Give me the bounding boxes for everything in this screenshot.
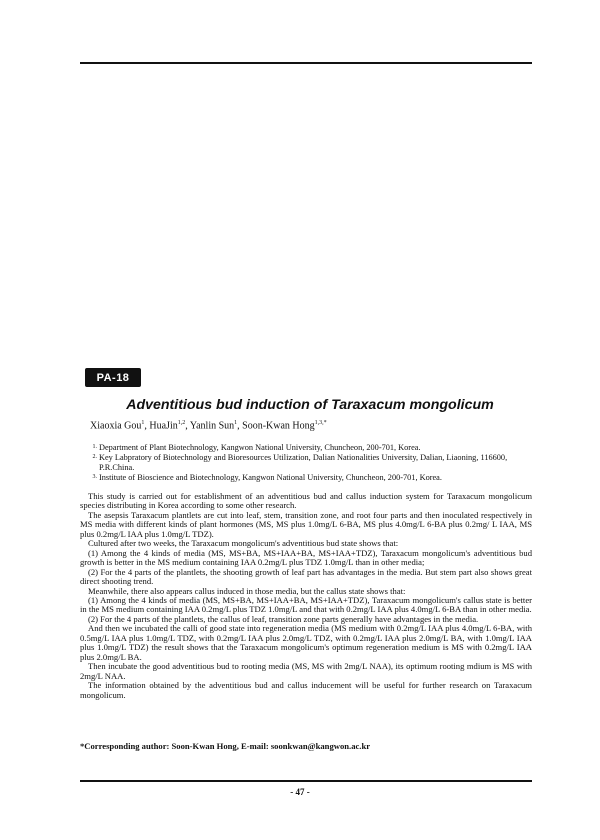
author-affil-mark: 1,2 — [177, 420, 186, 426]
session-badge: PA-18 — [85, 368, 141, 387]
affiliation-mark: 1. — [92, 444, 97, 450]
affiliation-item — [88, 443, 534, 453]
abstract-body — [80, 492, 532, 700]
affiliation-item — [88, 473, 534, 483]
body-paragraph: Meanwhile, there also appears callus induced in those media, but the callus state shows that: — [88, 585, 406, 596]
body-paragraph: And then we incubated the calli of good state into regeneration media (MS medium with 0.2mg/L IAA plus 4.0mg/L 6-BA, with 0.5mg/L IAA plus 1.0mg/L TDZ, with 0.2mg/L IAA plus 2.0mg/L TDZ, with 0.2mg/L IAA plus 2.0mg/L BA, with 1.0mg/L IAA plus 1.0mg/L TDZ) the result shows that the Taraxacum mongolicum's optimum regeneration medium is MS with 0.2mg/L IAA plus 2.0mg/L BA. — [80, 623, 532, 662]
paper-title: Adventitious bud induction of Taraxacum mongolicum — [126, 397, 494, 413]
body-paragraph: The asepsis Taraxacum plantlets are cut into leaf, stem, transition zone, and root four parts and then inoculated respectively in MS media with different kinds of plant hormones (MS, MS plus 1.0mg/L 6-BA, MS plus 4.0mg/L 6-BA plus 0.2mg/ L IAA, MS plus 0.2mg/L IAA plus 1.0mg/L TDZ). — [80, 509, 532, 539]
body-paragraph: (1) Among the 4 kinds of media (MS, MS+BA, MS+IAA+BA, MS+IAA+TDZ), Taraxacum mongolicum's callus state is better in the MS medium containing IAA 0.2mg/L plus TDZ 1.0mg/L and that with 0.2mg/L IAA plus 4.0mg/L 6-BA than in other media. — [80, 594, 532, 615]
top-rule — [80, 62, 532, 64]
affiliation-text: Key Labpratory of Biotechnology and Bioresources Utilization, Dalian Nationalities University, Dalian, Liaoning, 116600, P.R.China. — [99, 453, 508, 472]
affiliation-text: Department of Plant Biotechnology, Kangwon National University, Chuncheon, 200-701, Korea. — [99, 443, 421, 452]
author-affil-mark: 1 — [141, 420, 145, 426]
body-paragraph: Then incubate the good adventitious bud to rooting media (MS, MS with 2mg/L NAA), its optimum rooting mdium is MS with 2mg/L NAA. — [80, 661, 532, 681]
affiliation-mark: 3. — [92, 474, 97, 480]
body-paragraph: This study is carried out for establishment of an adventitious bud and callus induction system for Taraxacum mongolicum species distributing in Korea according to some other research. — [80, 491, 532, 511]
body-paragraph: (2) For the 4 parts of the plantlets, the shooting growth of leaf part has advantages in the media. But stem part also shows great direct shooting trend. — [80, 566, 532, 587]
author-name: Soon-Kwan Hong — [242, 420, 315, 432]
affiliation-item — [88, 453, 534, 473]
author-affil-mark: 1 — [234, 420, 238, 426]
author-name: HuaJin — [149, 420, 178, 432]
body-paragraph: (2) For the 4 parts of the plantlets, the callus of leaf, transition zone parts generally have advantages in the media. — [88, 613, 479, 624]
bottom-rule — [80, 780, 532, 782]
author-list: Xiaoxia Gou$^1$, HuaJin$^{1,2}$, Yanlin Sun$^1$, Soon-Kwan Hong$^{1,3,*}$ — [90, 420, 327, 432]
author-name: Xiaoxia Gou — [90, 420, 142, 432]
affiliation-list — [88, 443, 534, 483]
body-paragraph: Cultured after two weeks, the Taraxacum mongolicum's adventitious bud state shows that: — [88, 538, 399, 549]
page-number: - 47 - — [290, 787, 310, 797]
body-paragraph: (1) Among the 4 kinds of media (MS, MS+BA, MS+IAA+BA, MS+IAA+TDZ), Taraxacum mongolicum's adventitious bud growth is better in the MS medium containing IAA 0.2mg/L plus TDZ 1.0mg/L than in other media; — [80, 547, 532, 568]
affiliation-mark: 2. — [92, 454, 97, 460]
corresponding-author: *Corresponding author: Soon-Kwan Hong, E-mail: soonkwan@kangwon.ac.kr — [80, 741, 371, 751]
author-affil-mark: 1,3,* — [314, 420, 327, 426]
author-name: Yanlin Sun — [189, 420, 235, 432]
affiliation-text: Institute of Bioscience and Biotechnology, Kangwon National University, Chuncheon, 200-701, Korea. — [99, 473, 442, 482]
body-paragraph: The information obtained by the adventitious bud and callus inducement will be useful for further research on Taraxacum mongolicum. — [80, 680, 532, 700]
